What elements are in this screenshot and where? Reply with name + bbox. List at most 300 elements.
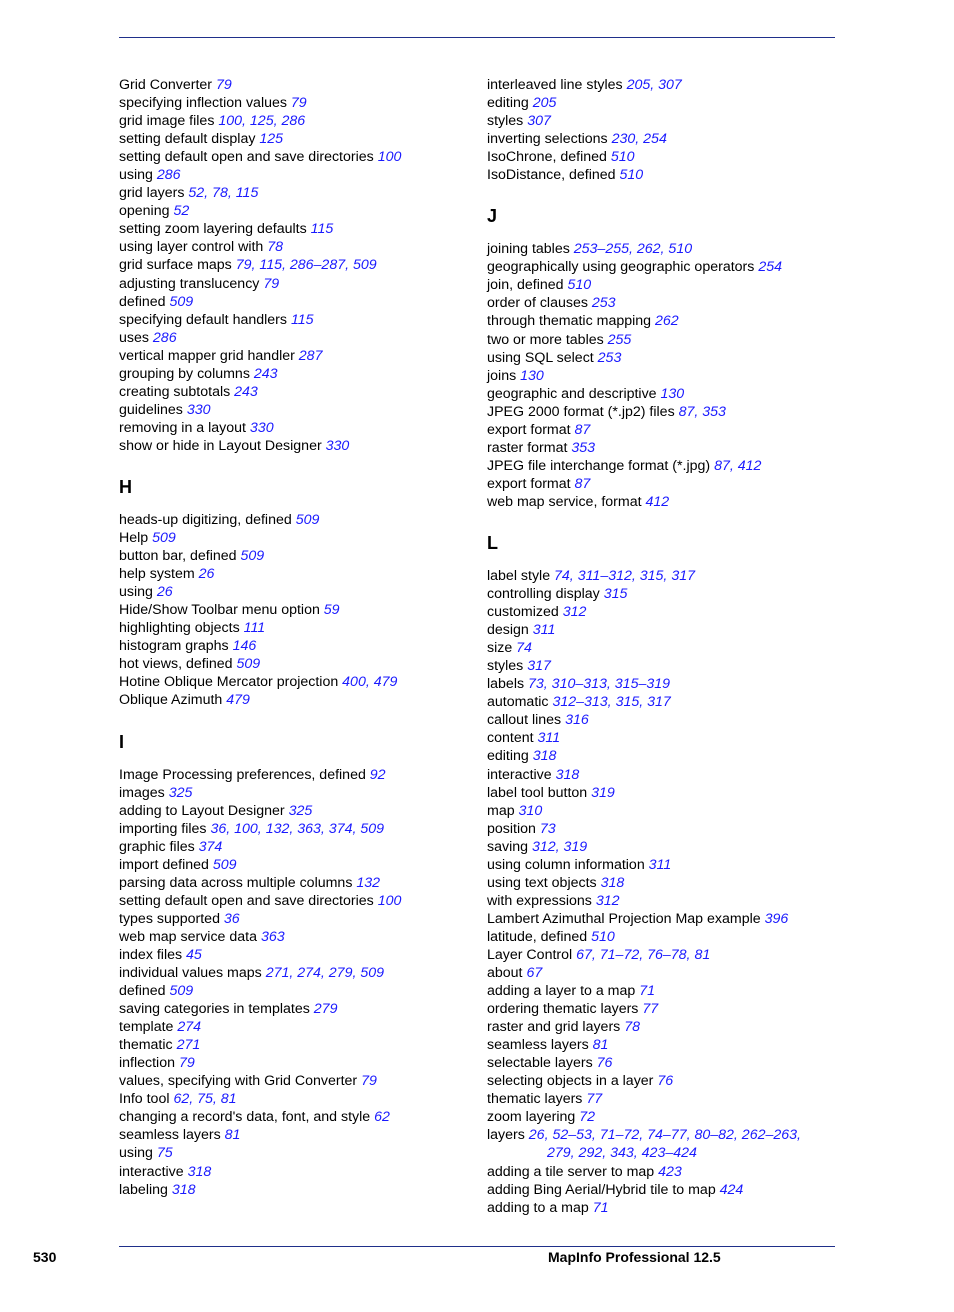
index-term: interactive [487, 766, 556, 783]
index-entry [487, 964, 832, 982]
page-references-link[interactable]: 400, 479 [342, 674, 398, 691]
section-heading: H [119, 476, 132, 497]
index-entry [119, 166, 464, 184]
index-term: two or more tables [487, 331, 608, 348]
index-entry [487, 1108, 832, 1126]
page-references-link[interactable]: 75 [156, 1145, 173, 1162]
index-entry [119, 838, 464, 856]
page-references-link[interactable]: 325 [168, 784, 193, 801]
page-references-link[interactable]: 115 [290, 311, 314, 328]
index-entry [119, 347, 464, 365]
index-term: using [119, 1145, 157, 1162]
index-term: label tool button [487, 784, 592, 801]
index-entry [487, 403, 832, 421]
index-term: Layer Control [487, 946, 577, 963]
index-term: histogram graphs [119, 638, 233, 655]
index-term: web map service data [119, 928, 261, 945]
page-references-link[interactable]: 146 [232, 638, 257, 655]
page-references-link[interactable]: 87, 412 [714, 457, 762, 474]
index-entry [487, 639, 832, 657]
index-entry [487, 693, 832, 711]
page-references-link[interactable]: 79 [361, 1073, 377, 1090]
index-term: creating subtotals [119, 383, 235, 400]
index-term: values, specifying with Grid Converter [119, 1073, 362, 1090]
index-entry [119, 238, 464, 256]
page-references-link[interactable]: 286 [156, 167, 181, 184]
index-entry [119, 329, 464, 347]
page-references-link[interactable]: 286 [152, 329, 177, 346]
index-term: thematic [119, 1037, 177, 1054]
index-entry [119, 94, 464, 112]
page-references-link[interactable]: 72 [579, 1109, 596, 1126]
index-entry [487, 946, 832, 964]
index-entry [487, 838, 832, 856]
index-term: with expressions [487, 892, 596, 909]
page-references-link[interactable]: 130 [660, 385, 685, 402]
page-references-link[interactable]: 67 [526, 965, 543, 982]
index-term: Info tool [119, 1091, 174, 1108]
index-entry [487, 1072, 832, 1090]
index-entry [119, 928, 464, 946]
index-entry [487, 747, 832, 765]
index-entry [487, 1054, 832, 1072]
page-references-link[interactable]: 315 [603, 586, 628, 603]
index-entry [487, 603, 832, 621]
index-term: Lambert Azimuthal Projection Map example [487, 910, 765, 927]
index-entry [487, 585, 832, 603]
index-term: seamless layers [487, 1037, 593, 1054]
page-references-link[interactable]: 73, 310–313, 315–319 [528, 676, 671, 693]
page-references-link[interactable]: 67, 71–72, 76–78, 81 [576, 946, 711, 963]
page-references-link[interactable]: 111 [243, 620, 266, 637]
index-entry [119, 1108, 464, 1126]
index-term: specifying default handlers [119, 311, 291, 328]
index-entry [487, 1163, 832, 1181]
index-term: Hide/Show Toolbar menu option [119, 602, 324, 619]
index-entry [487, 1181, 832, 1199]
index-entry [119, 547, 464, 565]
index-term: parsing data across multiple columns [119, 874, 357, 891]
index-entry [119, 1181, 464, 1199]
index-term: defined [119, 293, 170, 310]
index-entry [119, 1072, 464, 1090]
page-references-link[interactable]: 132 [356, 874, 381, 891]
page-references-link[interactable]: 243 [253, 365, 278, 382]
page-references-link[interactable]: 76 [596, 1055, 613, 1072]
page-references-link[interactable]: 509 [169, 983, 194, 1000]
index-term: individual values maps [119, 965, 266, 982]
page-references-link[interactable]: 87 [574, 421, 591, 438]
index-entry [487, 76, 832, 94]
index-term: setting zoom layering defaults [119, 221, 311, 238]
index-term: adding to a map [487, 1199, 593, 1216]
index-column-right [487, 76, 832, 1217]
index-term: heads-up digitizing, defined [119, 511, 296, 528]
page-references-link[interactable]: 316 [565, 712, 589, 729]
index-term: raster and grid layers [487, 1019, 625, 1036]
page-references-link[interactable]: 78 [267, 239, 284, 256]
page-references-link[interactable]: 255 [607, 331, 632, 348]
index-term: selecting objects in a layer [487, 1073, 658, 1090]
index-term: inflection [119, 1055, 179, 1072]
index-term: graphic files [119, 838, 199, 855]
page-references-link[interactable]: 79 [290, 95, 307, 112]
index-term: Help [119, 530, 153, 547]
index-entry [119, 1018, 464, 1036]
page-references-link[interactable]: 78 [624, 1019, 640, 1036]
index-entry [119, 275, 464, 293]
index-term: selectable layers [487, 1055, 597, 1072]
index-term: customized [487, 604, 563, 621]
page-references-link[interactable]: 45 [186, 946, 202, 963]
index-entry [487, 802, 832, 820]
index-term: setting default open and save directories [119, 149, 378, 166]
page-references-link[interactable]: 73 [539, 820, 556, 837]
index-entry [487, 1036, 832, 1054]
index-term: about [487, 965, 527, 982]
page-references-link[interactable]: 307 [527, 113, 551, 130]
index-entry [119, 1090, 464, 1108]
index-entry [119, 202, 464, 220]
page-references-link[interactable]: 318 [600, 874, 625, 891]
index-term: adding a layer to a map [487, 983, 640, 1000]
index-entry [487, 729, 832, 747]
index-entry [119, 673, 464, 691]
page-references-link[interactable]: 36, 100, 132, 363, 374, 509 [210, 820, 385, 837]
page-references-link[interactable]: 312, 319 [531, 838, 588, 855]
page-references-link[interactable]: 330 [186, 401, 211, 418]
index-term: saving categories in templates [119, 1001, 314, 1018]
page-references-link[interactable]: 59 [323, 602, 340, 619]
page-references-link[interactable]: 310 [518, 802, 543, 819]
index-term: IsoChrone, defined [487, 149, 611, 166]
page-references-link[interactable]: 100 [377, 149, 402, 166]
index-term: editing [487, 95, 533, 112]
page-references-link[interactable]: 396 [764, 910, 789, 927]
page-references-link[interactable]: 353 [571, 439, 596, 456]
page-references-link[interactable]: 271 [176, 1037, 201, 1054]
index-term: controlling display [487, 586, 604, 603]
page-references-link[interactable]: 509 [169, 293, 194, 310]
index-entry [487, 892, 832, 910]
page-references-link[interactable]: 230, 254 [611, 131, 667, 148]
index-term: latitude, defined [487, 928, 592, 945]
page-references-link[interactable]: 262 [655, 313, 679, 330]
index-term: geographic and descriptive [487, 385, 661, 402]
index-term: Hotine Oblique Mercator projection [119, 674, 343, 691]
index-term: vertical mapper grid handler [119, 347, 299, 364]
page-references-link[interactable]: 274 [177, 1019, 202, 1036]
index-entry [119, 802, 464, 820]
index-entry [119, 256, 464, 274]
page-references-link[interactable]: 79 [263, 275, 280, 292]
index-entry [487, 475, 832, 493]
index-entry [119, 383, 464, 401]
index-term: show or hide in Layout Designer [119, 437, 326, 454]
index-term: Oblique Azimuth [119, 692, 227, 709]
index-entry [119, 583, 464, 601]
index-term: using column information [487, 856, 649, 873]
page-references-link[interactable]: 311 [532, 622, 556, 639]
index-entry [119, 619, 464, 637]
index-entry [487, 112, 832, 130]
index-term: import defined [119, 856, 213, 873]
index-entry [119, 565, 464, 583]
index-entry [487, 166, 832, 184]
index-term: joining tables [487, 241, 574, 258]
page-references-link[interactable]: 311 [537, 730, 561, 747]
footer-rule [119, 1246, 835, 1247]
index-term: styles [487, 658, 528, 675]
page-references-link[interactable]: 509 [152, 530, 176, 547]
page-references-link[interactable]: 92 [369, 766, 386, 783]
page-references-link[interactable]: 79 [215, 77, 232, 93]
page-references-link[interactable]: 311 [648, 856, 672, 873]
index-term: Grid Converter [119, 77, 216, 93]
index-term: position [487, 820, 540, 837]
index-term: grouping by columns [119, 365, 254, 382]
page-references-link[interactable]: 79 [178, 1055, 195, 1072]
index-term: content [487, 730, 538, 747]
index-entry [487, 820, 832, 838]
index-entry [119, 820, 464, 838]
page-references-link[interactable]: 510 [610, 149, 635, 166]
index-entry [119, 437, 464, 455]
index-column-left [119, 76, 464, 1199]
index-term: ordering thematic layers [487, 1001, 643, 1018]
page-references-link[interactable]: 253–255, 262, 510 [573, 241, 693, 258]
index-entry [487, 294, 832, 312]
index-entry [119, 892, 464, 910]
page-references-link[interactable]: 26 [156, 584, 173, 601]
index-term: editing [487, 748, 533, 765]
page-references-link[interactable]: 423 [658, 1163, 682, 1180]
index-term: design [487, 622, 533, 639]
page-references-link[interactable]: 510 [619, 167, 644, 184]
index-term: grid layers [119, 185, 189, 202]
index-term: highlighting objects [119, 620, 244, 637]
index-term: inverting selections [487, 131, 612, 148]
page-references-link[interactable]: 317 [527, 658, 551, 675]
page-references-link[interactable]: 62 [374, 1109, 390, 1126]
page-references-link[interactable]: 81 [224, 1127, 241, 1144]
index-entry [119, 784, 464, 802]
index-entry [119, 419, 464, 437]
index-entry [487, 1199, 832, 1217]
index-term: interactive [119, 1163, 188, 1180]
index-entry [487, 493, 832, 511]
section-heading: L [487, 532, 498, 553]
page-references-link[interactable]: 205, 307 [626, 77, 682, 93]
index-term: seamless layers [119, 1127, 225, 1144]
page-references-link[interactable]: 81 [592, 1037, 609, 1054]
index-term: opening [119, 203, 174, 220]
index-term: using [119, 584, 157, 601]
index-term: layers [487, 1127, 529, 1144]
index-entry [119, 112, 464, 130]
page-references-link[interactable]: 412 [645, 493, 670, 510]
page-references-link[interactable]: 74 [516, 640, 532, 657]
page-references-link[interactable]: 36 [223, 910, 240, 927]
index-term: map [487, 802, 519, 819]
page-references-link[interactable]: 74, 311–312, 315, 317 [554, 567, 695, 584]
page-references-link[interactable]: 76 [657, 1073, 674, 1090]
page-references-link[interactable]: 312 [562, 604, 587, 621]
index-entry [487, 439, 832, 457]
index-entry [119, 529, 464, 547]
index-entry [119, 1126, 464, 1144]
page-references-link[interactable]: 509 [236, 656, 261, 673]
index-term: interleaved line styles [487, 77, 627, 93]
index-term: through thematic mapping [487, 313, 655, 330]
page-references-link[interactable]: 253 [597, 349, 622, 366]
index-term: setting default display [119, 131, 260, 148]
index-entry [487, 675, 832, 693]
page-references-link[interactable]: 363 [260, 928, 285, 945]
page-references-link[interactable]: 509 [212, 856, 237, 873]
index-term: thematic layers [487, 1091, 587, 1108]
index-term: export format [487, 421, 575, 438]
index-entry [487, 1090, 832, 1108]
index-entry [119, 184, 464, 202]
page-references-link[interactable]: 318 [187, 1163, 212, 1180]
index-term: Image Processing preferences, defined [119, 766, 370, 783]
index-term: IsoDistance, defined [487, 167, 620, 184]
page-references-link[interactable]: 130 [520, 367, 544, 384]
index-entry [119, 1054, 464, 1072]
index-entry [119, 655, 464, 673]
page-references-link[interactable]: 100 [377, 892, 402, 909]
index-term: uses [119, 329, 153, 346]
index-entry [487, 766, 832, 784]
index-term: adding to Layout Designer [119, 802, 289, 819]
index-entry [119, 946, 464, 964]
index-term: guidelines [119, 401, 187, 418]
index-entry [487, 457, 832, 475]
page-references-link[interactable]: 330 [249, 419, 274, 436]
page-references-link[interactable]: 318 [555, 766, 580, 783]
page-references-link[interactable]: 271, 274, 279, 509 [265, 965, 385, 982]
index-term: JPEG 2000 format (*.jp2) files [487, 403, 679, 420]
page-references-link[interactable]: 62, 75, 81 [173, 1091, 237, 1108]
index-entry [119, 766, 464, 784]
index-term: changing a record's data, font, and style [119, 1109, 375, 1126]
page-references-link[interactable]: 253 [591, 295, 616, 312]
page-references-link[interactable]: 71 [592, 1199, 609, 1216]
index-entry [487, 856, 832, 874]
index-entry [119, 1036, 464, 1054]
page-references-link[interactable]: 26, 52–53, 71–72, 74–77, 80–82, 262–263, [528, 1127, 801, 1144]
index-term: using [119, 167, 157, 184]
index-entry [487, 784, 832, 802]
page-references-link[interactable]: 52, 78, 115 [188, 185, 259, 202]
index-entry [119, 148, 464, 166]
page-references-link[interactable]: 325 [288, 802, 313, 819]
index-entry [487, 94, 832, 112]
section-heading: I [119, 731, 125, 752]
page-references-link[interactable]: 312 [595, 892, 620, 909]
page-references-link[interactable]: 26 [198, 566, 215, 583]
page-references-link[interactable]: 510 [591, 928, 615, 945]
page-references-link[interactable]: 205 [532, 95, 557, 112]
index-entry [119, 293, 464, 311]
index-term: images [119, 784, 169, 801]
page-references-link[interactable]: 319 [591, 784, 615, 801]
index-entry [487, 148, 832, 166]
index-entry [119, 220, 464, 238]
index-term: adding Bing Aerial/Hybrid tile to map [487, 1181, 720, 1198]
index-term: callout lines [487, 712, 566, 729]
page-references-link[interactable]: 312–313, 315, 317 [552, 694, 671, 711]
index-term: grid image files [119, 113, 219, 130]
page-references-link[interactable]: 125 [259, 131, 284, 148]
page-references-link[interactable]: 318 [171, 1181, 196, 1198]
page-references-link[interactable]: 509 [240, 548, 265, 565]
index-entry [119, 601, 464, 619]
index-entry [119, 1000, 464, 1018]
index-term: zoom layering [487, 1109, 580, 1126]
page-references-link[interactable]: 100, 125, 286 [218, 113, 306, 130]
index-term: styles [487, 113, 528, 130]
index-entry [119, 874, 464, 892]
index-term: removing in a layout [119, 419, 250, 436]
index-entry [119, 76, 464, 94]
header-rule [119, 37, 835, 38]
index-term: geographically using geographic operators [487, 259, 759, 276]
footer-product-title: MapInfo Professional 12.5 [548, 1249, 721, 1265]
index-term: specifying inflection values [119, 95, 291, 112]
index-entry [119, 511, 464, 529]
page-references-link[interactable]: 115 [310, 221, 334, 238]
page-references-link[interactable]: 287 [298, 347, 323, 364]
page-references-link[interactable]: 79, 115, 286–287, 509 [235, 257, 377, 274]
page-number: 530 [33, 1249, 57, 1265]
index-term: join, defined [487, 277, 568, 294]
page-references-link[interactable]: 374 [198, 838, 223, 855]
page-references-link[interactable]: 87 [574, 475, 591, 492]
page-references-link[interactable]: 330 [325, 437, 350, 454]
page-references-link[interactable]: 243 [234, 383, 258, 400]
page-references-link[interactable]: 87, 353 [678, 403, 726, 420]
page-references-link[interactable]: 77 [642, 1001, 659, 1018]
index-entry [487, 331, 832, 349]
page-references-link[interactable]: 71 [639, 983, 655, 1000]
index-entry [487, 130, 832, 148]
index-entry [119, 401, 464, 419]
page-references-link[interactable]: 279 [313, 1001, 338, 1018]
index-term: template [119, 1019, 178, 1036]
page-references-link[interactable]: 52 [173, 203, 190, 220]
index-entry [119, 1144, 464, 1162]
index-entry [487, 657, 832, 675]
index-entry [487, 240, 832, 258]
index-entry [119, 856, 464, 874]
index-entry [487, 928, 832, 946]
page-references-link[interactable]: 254 [758, 259, 782, 276]
page-references-link[interactable]: 510 [567, 277, 592, 294]
section-heading: J [487, 206, 498, 227]
index-term: label style [487, 567, 555, 584]
index-term: defined [119, 983, 170, 1000]
page-references-link[interactable]: 424 [719, 1181, 744, 1198]
page-references-link[interactable]: 318 [532, 748, 557, 765]
page-references-link[interactable]: 77 [586, 1091, 603, 1108]
index-term: raster format [487, 439, 572, 456]
page-references-link[interactable]: 509 [295, 511, 320, 528]
page-references-link[interactable]: 279, 292, 343, 423–424 [547, 1145, 697, 1162]
page-references-link[interactable]: 479 [226, 692, 250, 709]
index-entry [487, 711, 832, 729]
